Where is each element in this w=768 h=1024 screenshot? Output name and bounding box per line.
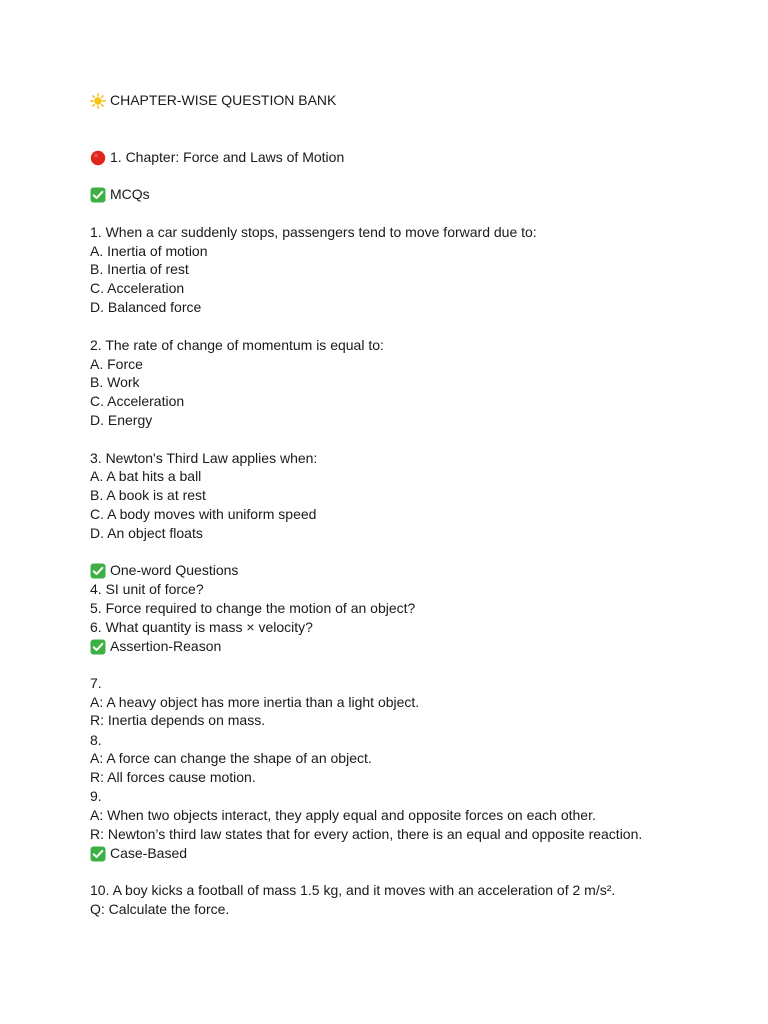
one-word-question: 5. Force required to change the motion of an object?	[90, 600, 416, 616]
section-one-word-label: One-word Questions	[110, 562, 239, 578]
mcq-option: D. Balanced force	[90, 299, 202, 315]
section-assertion-reason-label: Assertion-Reason	[110, 638, 222, 654]
doc-title-text: CHAPTER-WISE QUESTION BANK	[110, 92, 337, 108]
doc-title	[90, 91, 336, 110]
mcq-option: A. A bat hits a ball	[90, 468, 202, 484]
ar-number: 8.	[90, 732, 102, 748]
check-mark-icon	[90, 639, 106, 655]
ar-reason: R: Newton’s third law states that for every action, there is an equal and opposite reaction.	[90, 826, 643, 842]
chapter-heading-text: 1. Chapter: Force and Laws of Motion	[110, 149, 345, 165]
mcq-option: B. Inertia of rest	[90, 261, 189, 277]
mcq-option: D. Energy	[90, 412, 153, 428]
ar-number: 7.	[90, 675, 102, 691]
check-mark-icon	[90, 846, 106, 862]
one-word-question: 6. What quantity is mass × velocity?	[90, 619, 313, 635]
mcq-option: A. Inertia of motion	[90, 243, 208, 259]
mcq-option: A. Force	[90, 356, 143, 372]
mcq-option: B. A book is at rest	[90, 487, 206, 503]
ar-reason: R: All forces cause motion.	[90, 769, 256, 785]
one-word-question: 4. SI unit of force?	[90, 581, 204, 597]
check-mark-icon	[90, 187, 106, 203]
sun-icon	[90, 93, 106, 109]
section-case-based-label: Case-Based	[110, 845, 188, 861]
mcq-option: C. Acceleration	[90, 393, 185, 409]
case-question: Q: Calculate the force.	[90, 901, 230, 917]
mcq-option: B. Work	[90, 374, 140, 390]
section-mcqs-label: MCQs	[110, 186, 150, 202]
mcq-question: 3. Newton's Third Law applies when:	[90, 450, 318, 466]
mcq-question: 2. The rate of change of momentum is equal to:	[90, 337, 384, 353]
mcq-option: C. A body moves with uniform speed	[90, 506, 317, 522]
section-one-word	[90, 561, 238, 580]
section-assertion-reason	[90, 637, 221, 656]
ar-assertion: A: When two objects interact, they apply equal and opposite forces on each other.	[90, 807, 596, 823]
check-mark-icon	[90, 563, 106, 579]
ar-number: 9.	[90, 788, 102, 804]
mcq-option: C. Acceleration	[90, 280, 185, 296]
ar-assertion: A: A heavy object has more inertia than a light object.	[90, 694, 420, 710]
ar-assertion: A: A force can change the shape of an object.	[90, 750, 372, 766]
chapter-heading	[90, 148, 344, 167]
mcq-question: 1. When a car suddenly stops, passengers tend to move forward due to:	[90, 224, 537, 240]
mcq-option: D. An object floats	[90, 525, 203, 541]
ar-reason: R: Inertia depends on mass.	[90, 712, 266, 728]
case-text: 10. A boy kicks a football of mass 1.5 kg, and it moves with an acceleration of 2 m/s².	[90, 882, 616, 898]
section-mcqs	[90, 185, 150, 204]
red-circle-icon	[90, 150, 106, 166]
section-case-based	[90, 844, 187, 863]
